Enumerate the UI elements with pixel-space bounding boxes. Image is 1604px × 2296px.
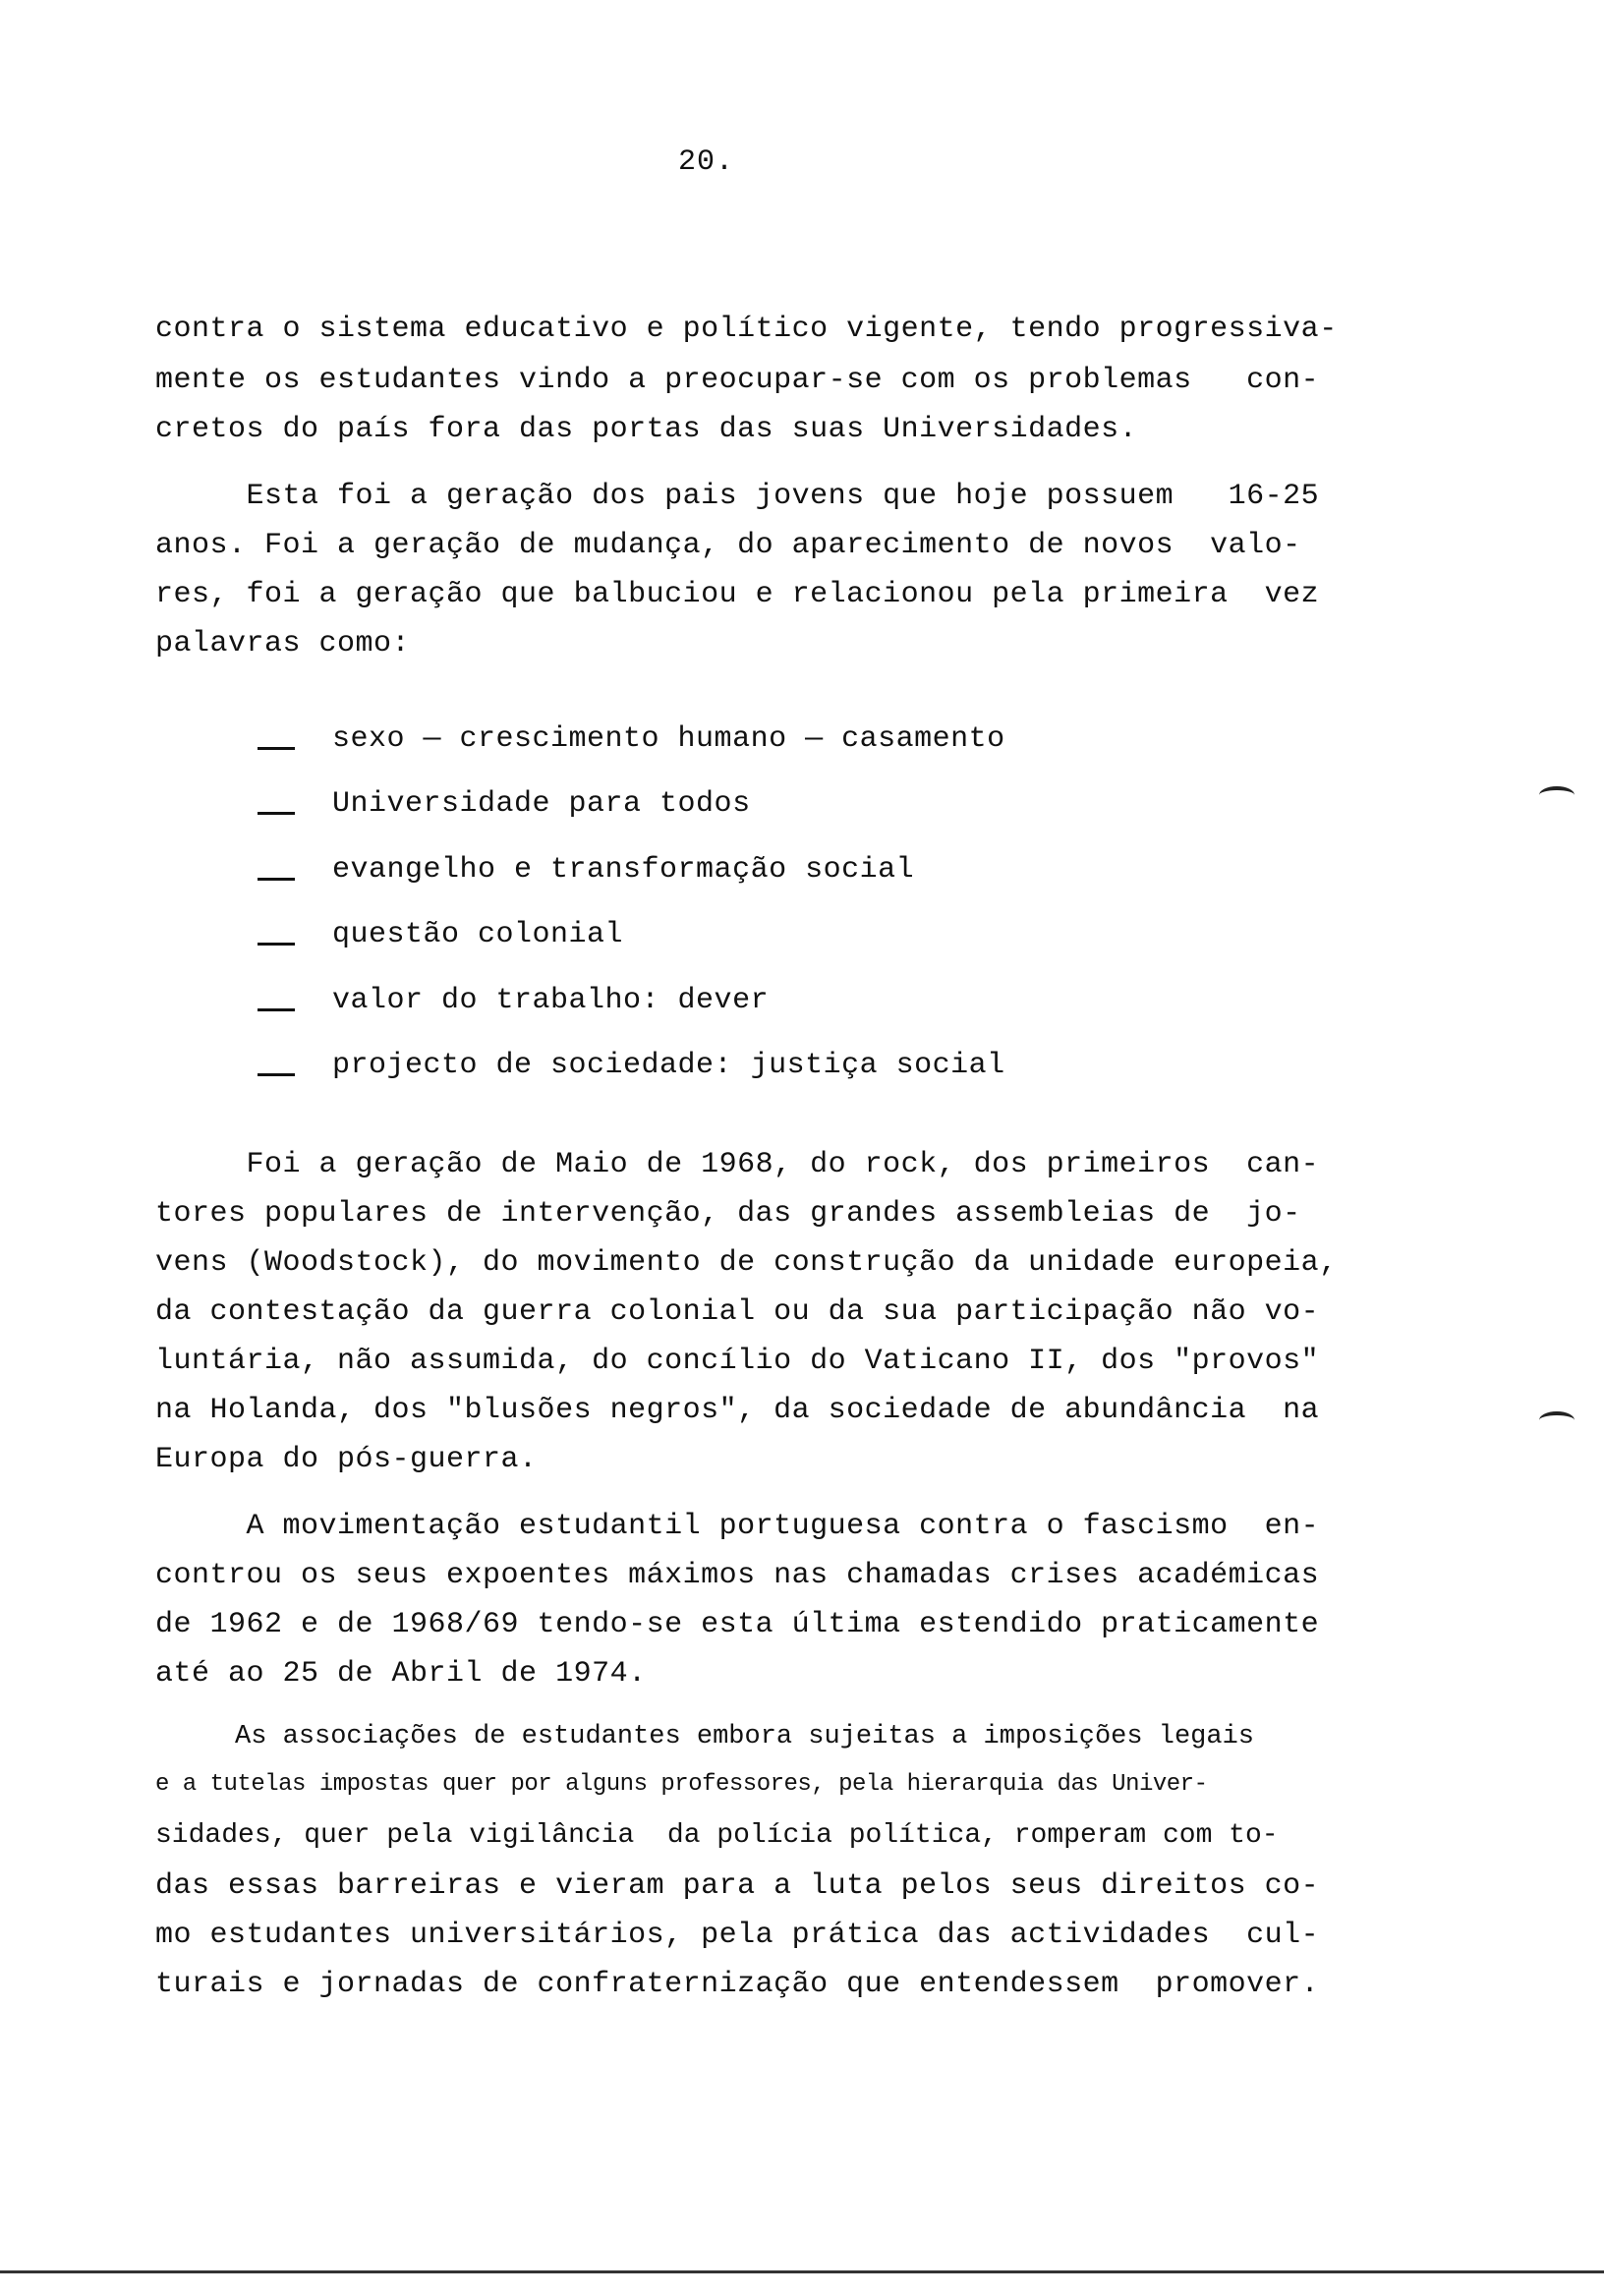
text-line: na Holanda, dos "blusões negros", da sociedade de abundância na <box>155 1394 1320 1427</box>
text-line: das essas barreiras e vieram para a luta pelos seus direitos co- <box>155 1869 1320 1903</box>
dash-bullet <box>258 747 295 750</box>
text-line: vens (Woodstock), do movimento de construção da unidade europeia, <box>155 1246 1338 1280</box>
text-line: sidades, quer pela vigilância da polícia política, romperam com to- <box>155 1820 1279 1851</box>
text-line: Esta foi a geração dos pais jovens que hoje possuem 16-25 <box>155 480 1320 513</box>
list-item-text: questão colonial <box>332 918 624 951</box>
text-line: até ao 25 de Abril de 1974. <box>155 1657 647 1691</box>
text-line: luntária, não assumida, do concílio do Vaticano II, dos "provos" <box>155 1345 1320 1378</box>
text-line: da contestação da guerra colonial ou da sua participação não vo- <box>155 1295 1320 1329</box>
bottom-edge-rule <box>0 2270 1604 2273</box>
text-line: tores populares de intervenção, das grandes assembleias de jo- <box>155 1197 1301 1231</box>
dash-bullet <box>258 943 295 946</box>
scan-mark <box>1539 1411 1575 1429</box>
text-line: res, foi a geração que balbuciou e relacionou pela primeira vez <box>155 578 1320 611</box>
page-number: 20. <box>678 145 735 179</box>
dash-bullet <box>258 878 295 881</box>
text-line: de 1962 e de 1968/69 tendo-se esta última estendido praticamente <box>155 1608 1320 1641</box>
text-line: As associações de estudantes embora sujeitas a imposições legais <box>155 1722 1254 1751</box>
text-line: anos. Foi a geração de mudança, do aparecimento de novos valo- <box>155 529 1301 562</box>
text-line: e a tutelas impostas quer por alguns professores, pela hierarquia das Univer- <box>155 1771 1208 1798</box>
text-line: mente os estudantes vindo a preocupar-se com os problemas con- <box>155 364 1320 397</box>
list-item-text: evangelho e transformação social <box>332 853 915 887</box>
text-line: palavras como: <box>155 627 411 660</box>
text-line: turais e jornadas de confraternização que entendessem promover. <box>155 1968 1320 2001</box>
scan-mark <box>1539 786 1575 804</box>
dash-bullet <box>258 812 295 815</box>
text-line: mo estudantes universitários, pela prática das actividades cul- <box>155 1919 1320 1952</box>
list-item-text: Universidade para todos <box>332 787 751 821</box>
list-item-text: sexo — crescimento humano — casamento <box>332 722 1005 756</box>
list-item-text: valor do trabalho: dever <box>332 984 770 1017</box>
text-line: A movimentação estudantil portuguesa contra o fascismo en- <box>155 1510 1320 1543</box>
text-line: Europa do pós-guerra. <box>155 1443 538 1476</box>
dash-bullet <box>258 1008 295 1011</box>
text-line: cretos do país fora das portas das suas Universidades. <box>155 413 1138 446</box>
list-item-text: projecto de sociedade: justiça social <box>332 1049 1005 1082</box>
text-line: contra o sistema educativo e político vigente, tendo progressiva- <box>155 313 1338 346</box>
dash-bullet <box>258 1073 295 1076</box>
text-line: Foi a geração de Maio de 1968, do rock, dos primeiros can- <box>155 1148 1320 1181</box>
text-line: controu os seus expoentes máximos nas chamadas crises académicas <box>155 1559 1320 1592</box>
